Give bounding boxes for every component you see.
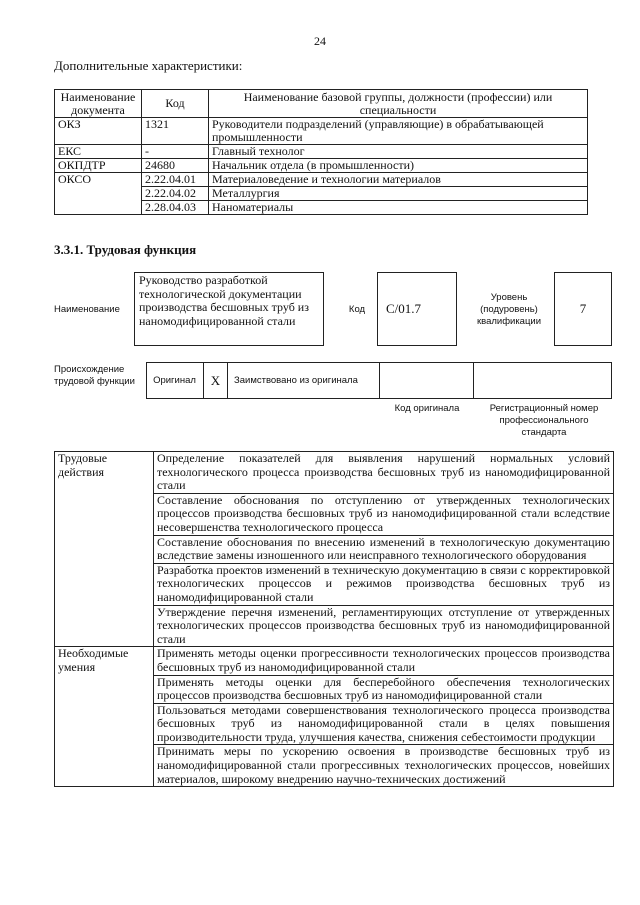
table-row [55,118,588,145]
skills-label: Необходимые умения [55,647,154,787]
cell-name: Металлургия [209,187,588,201]
cell-doc: ОКПДТР [55,159,142,173]
origin-code-cell [380,362,474,399]
labor-action-item: Разработка проектов изменений в техническую документацию в связи с корректировкой технологических процессов и режимов производства бесшовных труб из наномодифицированной стали [154,563,614,605]
cell-name: Материаловедение и технологии материалов [209,173,588,187]
cell-code: 2.22.04.02 [142,187,209,201]
cell-doc: ОКЗ [55,118,142,145]
header-doc-name: Наименование документа [55,90,142,118]
characteristics-table [54,89,588,215]
cell-code: 2.22.04.01 [142,173,209,187]
qualification-level-label: Уровень (подуровень) квалификации [476,292,542,327]
skill-item: Пользоваться методами совершенствования технологического процесса производства бесшовных труб из наномодифицированной стали в целях повышения производительности труда, улучшения качества, снижения себестоимости продукции [154,703,614,745]
table-row [55,145,588,159]
intro-heading: Дополнительные характеристики: [54,58,243,73]
cell-code: 24680 [142,159,209,173]
cell-code: 2.28.04.03 [142,201,209,215]
qualification-level-value: 7 [554,272,612,346]
code-original-caption: Код оригинала [394,403,460,414]
origin-label: Происхождение трудовой функции [54,364,135,387]
skill-item: Применять методы оценки для бесперебойного обеспечения технологических процессов производства бесшовных труб из наномодифицированной стали [154,675,614,703]
origin-original: Оригинал [146,362,204,399]
table-row [55,159,588,173]
labor-action-item: Составление обоснования по отступлению от утвержденных технологических процессов производства бесшовных труб из наномодифицированной стали вследствие несовершенства технологического процесса [154,493,614,535]
page-number: 24 [314,34,326,48]
labor-action-item: Утверждение перечня изменений, регламентирующих отступление от утвержденных технологических процессов производства бесшовных труб из наномодифицированной стали [154,605,614,647]
cell-name: Начальник отдела (в промышленности) [209,159,588,173]
cell-name: Главный технолог [209,145,588,159]
cell-doc: ЕКС [55,145,142,159]
function-code-value: C/01.7 [377,272,457,346]
section-title: 3.3.1. Трудовая функция [54,242,197,257]
origin-mark: X [204,362,228,399]
table-row [55,452,614,494]
function-code-label: Код [348,304,366,315]
table-row [55,647,614,675]
reg-number-caption: Регистрационный номер профессионального стандарта [489,403,599,438]
function-name-value: Руководство разработкой технологической документации производства бесшовных труб из наномодифицированной стали [134,272,324,346]
cell-doc: ОКСО [55,173,142,215]
cell-code: 1321 [142,118,209,145]
function-name-label: Наименование [54,304,120,315]
labor-actions-label: Трудовые действия [55,452,154,647]
origin-borrowed: Заимствовано из оригинала [228,362,380,399]
labor-function-table [54,451,614,787]
header-group-name: Наименование базовой группы, должности (профессии) или специальности [209,90,588,118]
skill-item: Применять методы оценки прогрессивности технологических процессов производства бесшовных труб из наномодифицированной стали [154,647,614,675]
header-code: Код [142,90,209,118]
table-header-row [55,90,588,118]
cell-name: Руководители подразделений (управляющие) в обрабатывающей промышленности [209,118,588,145]
cell-name: Наноматериалы [209,201,588,215]
labor-action-item: Определение показателей для выявления нарушений нормальных условий технологического процесса производства бесшовных труб из наномодифицированной стали [154,452,614,494]
table-row [55,173,588,187]
labor-action-item: Составление обоснования по внесению изменений в технологическую документацию вследствие замены изношенного или неисправного технологического оборудования [154,535,614,563]
cell-code: - [142,145,209,159]
skill-item: Принимать меры по ускорению освоения в производстве бесшовных труб из наномодифицированной стали прогрессивных технологических процессов, новейших материалов, широкому внедрению научно-технических достижений [154,745,614,787]
